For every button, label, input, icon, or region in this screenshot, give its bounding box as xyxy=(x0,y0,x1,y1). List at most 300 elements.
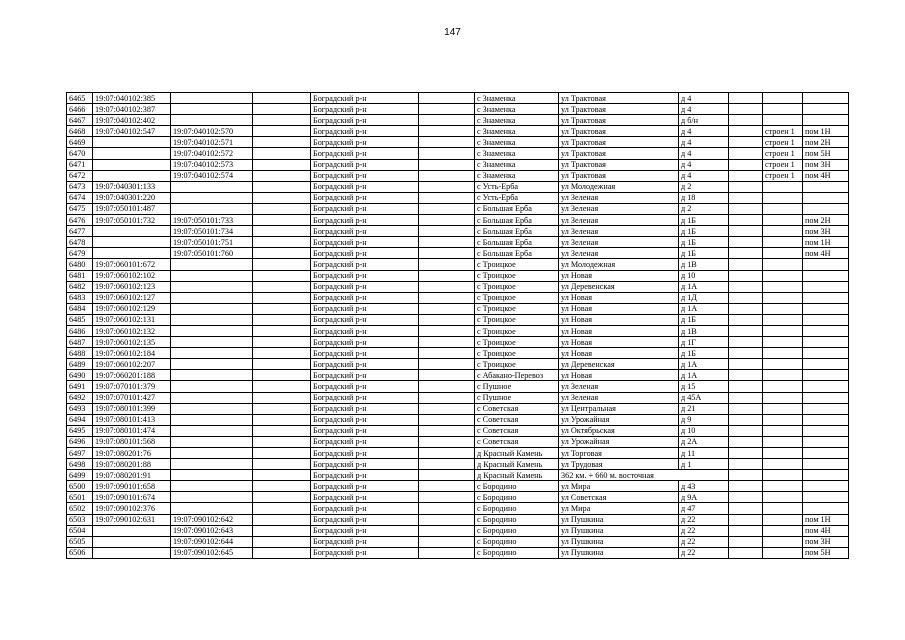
house-cell: д 9А xyxy=(679,492,729,503)
extra-number-cell xyxy=(253,303,311,314)
settlement-cell: с Бородино xyxy=(475,514,559,525)
row-number-cell: 6479 xyxy=(67,248,93,259)
building-cell xyxy=(729,314,763,325)
extra-number-cell xyxy=(253,370,311,381)
cadastral-number-cell: 19:07:070101:379 xyxy=(93,381,171,392)
municipality-cell xyxy=(419,348,475,359)
structure-cell xyxy=(763,93,803,104)
table-row xyxy=(67,359,849,370)
municipality-cell xyxy=(419,470,475,481)
settlement-cell: с Троицкое xyxy=(475,270,559,281)
district-cell: Боградский р-н xyxy=(311,470,419,481)
row-number-cell: 6497 xyxy=(67,448,93,459)
object-number-cell: 19:07:050101:760 xyxy=(171,248,253,259)
building-cell xyxy=(729,137,763,148)
object-number-cell xyxy=(171,181,253,192)
row-number-cell: 6484 xyxy=(67,303,93,314)
object-number-cell xyxy=(171,314,253,325)
house-cell: д 1Б xyxy=(679,348,729,359)
cadastral-number-cell: 19:07:050101:732 xyxy=(93,215,171,226)
house-cell: д 18 xyxy=(679,192,729,203)
municipality-cell xyxy=(419,93,475,104)
room-cell xyxy=(803,325,849,336)
room-cell: пом 2Н xyxy=(803,215,849,226)
house-cell: д 1Д xyxy=(679,292,729,303)
room-cell xyxy=(803,436,849,447)
object-number-cell xyxy=(171,436,253,447)
municipality-cell xyxy=(419,248,475,259)
table-row xyxy=(67,448,849,459)
room-cell xyxy=(803,492,849,503)
extra-number-cell xyxy=(253,292,311,303)
cadastral-number-cell: 19:07:080101:474 xyxy=(93,425,171,436)
municipality-cell xyxy=(419,436,475,447)
building-cell xyxy=(729,547,763,558)
table-row xyxy=(67,93,849,104)
structure-cell xyxy=(763,359,803,370)
building-cell xyxy=(729,470,763,481)
house-cell: д 4 xyxy=(679,104,729,115)
district-cell: Боградский р-н xyxy=(311,215,419,226)
municipality-cell xyxy=(419,259,475,270)
cadastral-number-cell: 19:07:040301:133 xyxy=(93,181,171,192)
municipality-cell xyxy=(419,303,475,314)
district-cell: Боградский р-н xyxy=(311,359,419,370)
room-cell: пом 2Н xyxy=(803,137,849,148)
street-cell: ул Новая xyxy=(559,270,679,281)
room-cell xyxy=(803,337,849,348)
object-number-cell xyxy=(171,381,253,392)
extra-number-cell xyxy=(253,459,311,470)
settlement-cell: с Троицкое xyxy=(475,325,559,336)
room-cell xyxy=(803,115,849,126)
room-cell xyxy=(803,425,849,436)
extra-number-cell xyxy=(253,325,311,336)
house-cell: д 1А xyxy=(679,281,729,292)
settlement-cell: с Бородино xyxy=(475,547,559,558)
house-cell: д 1В xyxy=(679,259,729,270)
object-number-cell xyxy=(171,337,253,348)
row-number-cell: 6483 xyxy=(67,292,93,303)
municipality-cell xyxy=(419,492,475,503)
extra-number-cell xyxy=(253,170,311,181)
room-cell: пом 1Н xyxy=(803,126,849,137)
extra-number-cell xyxy=(253,348,311,359)
building-cell xyxy=(729,292,763,303)
object-number-cell: 19:07:040102:572 xyxy=(171,148,253,159)
object-number-cell: 19:07:090102:644 xyxy=(171,536,253,547)
structure-cell xyxy=(763,503,803,514)
municipality-cell xyxy=(419,403,475,414)
cadastral-number-cell: 19:07:060102:123 xyxy=(93,281,171,292)
room-cell xyxy=(803,270,849,281)
street-cell: ул Трудовая xyxy=(559,459,679,470)
cadastral-number-cell xyxy=(93,170,171,181)
table-row xyxy=(67,414,849,425)
building-cell xyxy=(729,436,763,447)
row-number-cell: 6470 xyxy=(67,148,93,159)
extra-number-cell xyxy=(253,492,311,503)
cadastral-number-cell xyxy=(93,226,171,237)
building-cell xyxy=(729,514,763,525)
row-number-cell: 6474 xyxy=(67,192,93,203)
district-cell: Боградский р-н xyxy=(311,525,419,536)
district-cell: Боградский р-н xyxy=(311,292,419,303)
structure-cell xyxy=(763,470,803,481)
structure-cell xyxy=(763,536,803,547)
settlement-cell: с Знаменка xyxy=(475,159,559,170)
table-row xyxy=(67,126,849,137)
page-number: 147 xyxy=(444,27,461,38)
district-cell: Боградский р-н xyxy=(311,137,419,148)
building-cell xyxy=(729,170,763,181)
row-number-cell: 6500 xyxy=(67,481,93,492)
table-row xyxy=(67,370,849,381)
row-number-cell: 6466 xyxy=(67,104,93,115)
table-row xyxy=(67,503,849,514)
row-number-cell: 6467 xyxy=(67,115,93,126)
cadastral-number-cell: 19:07:040301:220 xyxy=(93,192,171,203)
house-cell: д 47 xyxy=(679,503,729,514)
district-cell: Боградский р-н xyxy=(311,192,419,203)
object-number-cell: 19:07:050101:733 xyxy=(171,215,253,226)
object-number-cell xyxy=(171,481,253,492)
house-cell: д 1Б xyxy=(679,237,729,248)
house-cell: д 4 xyxy=(679,159,729,170)
house-cell: д 2 xyxy=(679,203,729,214)
settlement-cell: с Большая Ерба xyxy=(475,226,559,237)
room-cell xyxy=(803,381,849,392)
cadastral-number-cell xyxy=(93,237,171,248)
structure-cell xyxy=(763,303,803,314)
extra-number-cell xyxy=(253,137,311,148)
municipality-cell xyxy=(419,292,475,303)
building-cell xyxy=(729,93,763,104)
extra-number-cell xyxy=(253,448,311,459)
room-cell: пом 4Н xyxy=(803,170,849,181)
municipality-cell xyxy=(419,459,475,470)
table-row xyxy=(67,203,849,214)
building-cell xyxy=(729,148,763,159)
street-cell: ул Мира xyxy=(559,481,679,492)
table-row xyxy=(67,525,849,536)
room-cell: пом 4Н xyxy=(803,248,849,259)
row-number-cell: 6505 xyxy=(67,536,93,547)
settlement-cell: с Троицкое xyxy=(475,337,559,348)
building-cell xyxy=(729,192,763,203)
municipality-cell xyxy=(419,181,475,192)
extra-number-cell xyxy=(253,547,311,558)
district-cell: Боградский р-н xyxy=(311,104,419,115)
object-number-cell xyxy=(171,115,253,126)
table-row xyxy=(67,192,849,203)
settlement-cell: с Троицкое xyxy=(475,348,559,359)
street-cell: ул Новая xyxy=(559,348,679,359)
district-cell: Боградский р-н xyxy=(311,259,419,270)
district-cell: Боградский р-н xyxy=(311,448,419,459)
district-cell: Боградский р-н xyxy=(311,337,419,348)
municipality-cell xyxy=(419,237,475,248)
street-cell: ул Деревенская xyxy=(559,281,679,292)
object-number-cell xyxy=(171,292,253,303)
row-number-cell: 6475 xyxy=(67,203,93,214)
row-number-cell: 6490 xyxy=(67,370,93,381)
settlement-cell: с Большая Ерба xyxy=(475,248,559,259)
table-row xyxy=(67,325,849,336)
table-row xyxy=(67,226,849,237)
building-cell xyxy=(729,203,763,214)
settlement-cell: с Советская xyxy=(475,414,559,425)
cadastral-number-cell: 19:07:060101:672 xyxy=(93,259,171,270)
settlement-cell: с Советская xyxy=(475,425,559,436)
house-cell: д 1А xyxy=(679,303,729,314)
row-number-cell: 6506 xyxy=(67,547,93,558)
structure-cell xyxy=(763,448,803,459)
object-number-cell: 19:07:040102:571 xyxy=(171,137,253,148)
extra-number-cell xyxy=(253,436,311,447)
municipality-cell xyxy=(419,270,475,281)
district-cell: Боградский р-н xyxy=(311,381,419,392)
district-cell: Боградский р-н xyxy=(311,303,419,314)
municipality-cell xyxy=(419,314,475,325)
cadastral-number-cell: 19:07:060102:184 xyxy=(93,348,171,359)
row-number-cell: 6492 xyxy=(67,392,93,403)
cadastral-number-cell: 19:07:060102:135 xyxy=(93,337,171,348)
room-cell xyxy=(803,359,849,370)
object-number-cell xyxy=(171,104,253,115)
street-cell: ул Трактовая xyxy=(559,170,679,181)
cadastral-number-cell xyxy=(93,536,171,547)
table-row xyxy=(67,392,849,403)
object-number-cell xyxy=(171,281,253,292)
object-number-cell xyxy=(171,403,253,414)
municipality-cell xyxy=(419,525,475,536)
municipality-cell xyxy=(419,414,475,425)
extra-number-cell xyxy=(253,525,311,536)
building-cell xyxy=(729,403,763,414)
row-number-cell: 6495 xyxy=(67,425,93,436)
row-number-cell: 6503 xyxy=(67,514,93,525)
municipality-cell xyxy=(419,115,475,126)
settlement-cell: с Бородино xyxy=(475,525,559,536)
settlement-cell: д Красный Камень xyxy=(475,459,559,470)
street-cell: ул Новая xyxy=(559,292,679,303)
table-row xyxy=(67,337,849,348)
extra-number-cell xyxy=(253,248,311,259)
table-row xyxy=(67,148,849,159)
room-cell: пом 1Н xyxy=(803,514,849,525)
object-number-cell: 19:07:040102:570 xyxy=(171,126,253,137)
municipality-cell xyxy=(419,392,475,403)
room-cell: пом 4Н xyxy=(803,525,849,536)
object-number-cell xyxy=(171,325,253,336)
extra-number-cell xyxy=(253,203,311,214)
cadastral-number-cell: 19:07:080201:76 xyxy=(93,448,171,459)
structure-cell: строен 1 xyxy=(763,170,803,181)
street-cell: ул Новая xyxy=(559,314,679,325)
property-table xyxy=(66,92,849,559)
district-cell: Боградский р-н xyxy=(311,237,419,248)
structure-cell xyxy=(763,325,803,336)
table-row xyxy=(67,270,849,281)
settlement-cell: с Знаменка xyxy=(475,93,559,104)
settlement-cell: с Знаменка xyxy=(475,115,559,126)
extra-number-cell xyxy=(253,93,311,104)
building-cell xyxy=(729,425,763,436)
building-cell xyxy=(729,414,763,425)
settlement-cell: д Красный Камень xyxy=(475,448,559,459)
object-number-cell: 19:07:090102:643 xyxy=(171,525,253,536)
cadastral-number-cell: 19:07:060102:129 xyxy=(93,303,171,314)
row-number-cell: 6482 xyxy=(67,281,93,292)
district-cell: Боградский р-н xyxy=(311,392,419,403)
municipality-cell xyxy=(419,215,475,226)
municipality-cell xyxy=(419,226,475,237)
structure-cell xyxy=(763,181,803,192)
room-cell xyxy=(803,303,849,314)
table-row xyxy=(67,403,849,414)
cadastral-number-cell: 19:07:090102:631 xyxy=(93,514,171,525)
cadastral-number-cell: 19:07:080201:91 xyxy=(93,470,171,481)
settlement-cell: с Знаменка xyxy=(475,170,559,181)
structure-cell xyxy=(763,314,803,325)
cadastral-number-cell: 19:07:060102:127 xyxy=(93,292,171,303)
street-cell: ул Трактовая xyxy=(559,137,679,148)
district-cell: Боградский р-н xyxy=(311,436,419,447)
extra-number-cell xyxy=(253,104,311,115)
municipality-cell xyxy=(419,325,475,336)
municipality-cell xyxy=(419,547,475,558)
settlement-cell: с Пушное xyxy=(475,381,559,392)
district-cell: Боградский р-н xyxy=(311,126,419,137)
building-cell xyxy=(729,215,763,226)
object-number-cell xyxy=(171,259,253,270)
municipality-cell xyxy=(419,370,475,381)
district-cell: Боградский р-н xyxy=(311,514,419,525)
settlement-cell: с Абакано-Перевоз xyxy=(475,370,559,381)
house-cell: д 10 xyxy=(679,270,729,281)
cadastral-number-cell: 19:07:060102:131 xyxy=(93,314,171,325)
room-cell xyxy=(803,348,849,359)
row-number-cell: 6504 xyxy=(67,525,93,536)
structure-cell xyxy=(763,281,803,292)
settlement-cell: с Троицкое xyxy=(475,359,559,370)
object-number-cell: 19:07:040102:574 xyxy=(171,170,253,181)
building-cell xyxy=(729,525,763,536)
row-number-cell: 6494 xyxy=(67,414,93,425)
building-cell xyxy=(729,503,763,514)
cadastral-number-cell: 19:07:080201:88 xyxy=(93,459,171,470)
object-number-cell: 19:07:090102:645 xyxy=(171,547,253,558)
house-cell: д 9 xyxy=(679,414,729,425)
settlement-cell: с Советская xyxy=(475,436,559,447)
settlement-cell: д Красный Камень xyxy=(475,470,559,481)
district-cell: Боградский р-н xyxy=(311,536,419,547)
district-cell: Боградский р-н xyxy=(311,93,419,104)
extra-number-cell xyxy=(253,192,311,203)
house-cell: д 10 xyxy=(679,425,729,436)
structure-cell xyxy=(763,436,803,447)
district-cell: Боградский р-н xyxy=(311,503,419,514)
settlement-cell: с Пушное xyxy=(475,392,559,403)
house-cell: д 15 xyxy=(679,381,729,392)
street-cell: ул Молодежная xyxy=(559,181,679,192)
room-cell xyxy=(803,481,849,492)
municipality-cell xyxy=(419,514,475,525)
object-number-cell xyxy=(171,414,253,425)
extra-number-cell xyxy=(253,536,311,547)
settlement-cell: с Троицкое xyxy=(475,303,559,314)
object-number-cell xyxy=(171,492,253,503)
table-row xyxy=(67,137,849,148)
house-cell: д 11 xyxy=(679,448,729,459)
settlement-cell: с Знаменка xyxy=(475,148,559,159)
house-cell: д 21 xyxy=(679,403,729,414)
extra-number-cell xyxy=(253,381,311,392)
municipality-cell xyxy=(419,337,475,348)
house-cell: д 4 xyxy=(679,148,729,159)
structure-cell xyxy=(763,292,803,303)
extra-number-cell xyxy=(253,314,311,325)
row-number-cell: 6468 xyxy=(67,126,93,137)
settlement-cell: с Троицкое xyxy=(475,259,559,270)
municipality-cell xyxy=(419,503,475,514)
building-cell xyxy=(729,348,763,359)
structure-cell xyxy=(763,403,803,414)
street-cell: ул Новая xyxy=(559,370,679,381)
table-row xyxy=(67,303,849,314)
structure-cell xyxy=(763,392,803,403)
extra-number-cell xyxy=(253,159,311,170)
table-row xyxy=(67,381,849,392)
cadastral-number-cell: 19:07:090101:674 xyxy=(93,492,171,503)
cadastral-number-cell: 19:07:090102:376 xyxy=(93,503,171,514)
cadastral-number-cell xyxy=(93,159,171,170)
object-number-cell xyxy=(171,303,253,314)
municipality-cell xyxy=(419,170,475,181)
structure-cell xyxy=(763,104,803,115)
room-cell xyxy=(803,203,849,214)
room-cell xyxy=(803,459,849,470)
table-row xyxy=(67,215,849,226)
building-cell xyxy=(729,303,763,314)
building-cell xyxy=(729,459,763,470)
structure-cell xyxy=(763,337,803,348)
room-cell xyxy=(803,314,849,325)
building-cell xyxy=(729,381,763,392)
row-number-cell: 6478 xyxy=(67,237,93,248)
house-cell: д 4 xyxy=(679,93,729,104)
extra-number-cell xyxy=(253,392,311,403)
extra-number-cell xyxy=(253,181,311,192)
cadastral-number-cell: 19:07:080101:568 xyxy=(93,436,171,447)
structure-cell xyxy=(763,425,803,436)
table-row xyxy=(67,536,849,547)
object-number-cell xyxy=(171,203,253,214)
cadastral-number-cell: 19:07:080101:413 xyxy=(93,414,171,425)
table-row xyxy=(67,492,849,503)
table-row xyxy=(67,314,849,325)
settlement-cell: с Троицкое xyxy=(475,292,559,303)
row-number-cell: 6488 xyxy=(67,348,93,359)
settlement-cell: с Троицкое xyxy=(475,281,559,292)
table-row xyxy=(67,292,849,303)
object-number-cell xyxy=(171,425,253,436)
district-cell: Боградский р-н xyxy=(311,425,419,436)
district-cell: Боградский р-н xyxy=(311,170,419,181)
object-number-cell: 19:07:090102:642 xyxy=(171,514,253,525)
district-cell: Боградский р-н xyxy=(311,403,419,414)
